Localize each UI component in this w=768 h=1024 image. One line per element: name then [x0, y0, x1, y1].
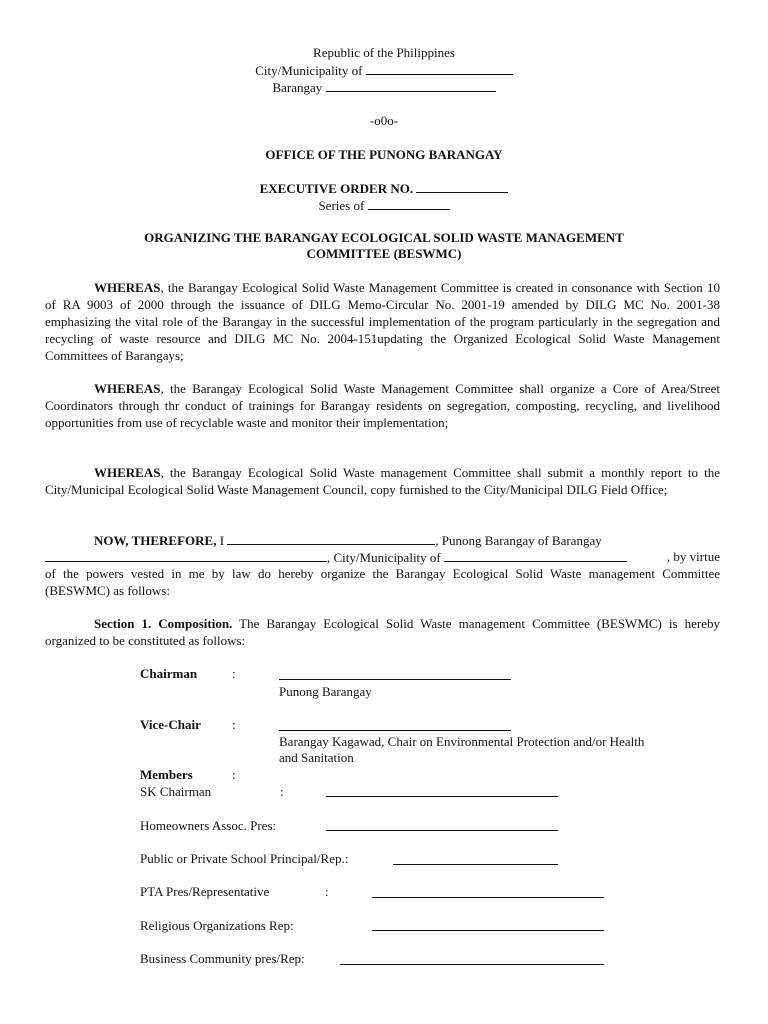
chairman-role: Punong Barangay — [279, 684, 372, 699]
whereas-clause-1 — [45, 279, 720, 364]
eo-number-blank[interactable] — [416, 179, 508, 193]
series-line — [0, 196, 768, 214]
whereas-lead: WHEREAS — [94, 280, 161, 295]
title-line-2: COMMITTEE (BESWMC) — [306, 246, 462, 261]
barangay-blank[interactable] — [326, 78, 496, 92]
member-religious-blank[interactable] — [372, 930, 604, 931]
punong-name-blank[interactable] — [227, 531, 435, 545]
member-sk-chairman-blank[interactable] — [326, 796, 558, 797]
order-title-line-2 — [0, 245, 768, 262]
ornament-text: -o0o- — [369, 113, 399, 128]
member-pta-blank[interactable] — [372, 897, 604, 898]
vice-chair-blank[interactable] — [279, 730, 511, 731]
section-1 — [45, 615, 720, 649]
whereas-lead: WHEREAS — [94, 465, 161, 480]
member-business-label: Business Community pres/Rep: — [140, 951, 305, 966]
now-punong: , Punong Barangay of Barangay — [435, 533, 602, 548]
member-homeowners-label: Homeowners Assoc. Pres: — [140, 818, 277, 833]
series-label: Series of — [318, 198, 365, 213]
members-colon: : — [232, 767, 236, 782]
now-therefore-line-1 — [94, 531, 602, 549]
city-name-blank[interactable] — [444, 548, 627, 562]
chairman-label: Chairman — [140, 666, 198, 681]
now-therefore-rest — [45, 565, 720, 599]
vice-chair-role-line-1: Barangay Kagawad, Chair on Environmental Protection and/or Health — [279, 734, 645, 749]
barangay-line — [0, 78, 768, 96]
members-label: Members — [140, 767, 193, 782]
vice-chair-role-line-2: and Sanitation — [279, 750, 354, 765]
barangay-name-blank[interactable] — [45, 548, 327, 562]
member-business-blank[interactable] — [340, 964, 604, 965]
vice-chair-label: Vice-Chair — [140, 717, 201, 732]
now-i: I — [219, 533, 225, 548]
whereas-text: , the Barangay Ecological Solid Waste Management Committee shall organize a Core of Area/Street Coordinators through thr conduct of trainings for Barangay residents on segregation, composting, recycling, and livelihood opportunities from use of recyclable waste and monitor their implementation; — [45, 381, 720, 430]
title-line-1: ORGANIZING THE BARANGAY ECOLOGICAL SOLID WASTE MANAGEMENT — [144, 230, 624, 245]
executive-order-line — [0, 179, 768, 197]
member-sk-chairman-label: SK Chairman — [140, 784, 212, 799]
city-label: City/Municipality of — [255, 63, 363, 78]
whereas-text: , the Barangay Ecological Solid Waste Management Committee is created in consonance with Section 10 of RA 9003 of 2000 through the issuance of DILG Memo-Circular No. 2001-19 amended by DILG MC No. 2001-38 emphasizing the vital role of the Barangay in the successful implementation of the program particularly in the segregation and recycling of waste resource and DILG MC No. 2004-151updating the Organized Ecological Solid Waste Management Committees of Barangays; — [45, 280, 720, 363]
now-rest-text: of the powers vested in me by law do hereby organize the Barangay Ecological Solid Waste management Committee (BESWMC) as follows: — [45, 566, 720, 598]
city-line — [0, 61, 768, 79]
member-homeowners-blank[interactable] — [326, 830, 558, 831]
barangay-label: Barangay — [272, 80, 323, 95]
section-1-text: The Barangay Ecological Solid Waste management Committee (BESWMC) is hereby organized to be constituted as follows: — [45, 616, 721, 648]
office-title — [0, 146, 768, 163]
vice-chair-colon: : — [232, 717, 236, 732]
order-title-line-1 — [0, 229, 768, 246]
eo-label: EXECUTIVE ORDER NO. — [259, 181, 414, 196]
republic-text: Republic of the Philippines — [313, 45, 455, 60]
republic-line — [0, 44, 768, 61]
whereas-clause-2 — [45, 380, 720, 431]
office-text: OFFICE OF THE PUNONG BARANGAY — [265, 147, 503, 162]
member-sk-chairman-colon: : — [280, 784, 284, 799]
chairman-blank[interactable] — [279, 679, 511, 680]
member-school-label: Public or Private School Principal/Rep.: — [140, 851, 349, 866]
member-pta-colon: : — [325, 884, 329, 899]
chairman-colon: : — [232, 666, 236, 681]
now-virtue: , by virtue — [666, 549, 720, 564]
ornament — [0, 112, 768, 129]
whereas-clause-3 — [45, 464, 720, 498]
now-city: , City/Municipality of — [327, 550, 441, 565]
whereas-text: , the Barangay Ecological Solid Waste management Committee shall submit a monthly report to the City/Municipal Ecological Solid Waste Management Council, copy furnished to the City/Municipal DILG Field Office; — [45, 465, 720, 497]
now-therefore-line-2 — [45, 548, 720, 566]
whereas-lead: WHEREAS — [94, 381, 161, 396]
now-therefore-lead: NOW, THEREFORE, — [94, 533, 217, 548]
member-religious-label: Religious Organizations Rep: — [140, 918, 294, 933]
member-school-blank[interactable] — [393, 864, 558, 865]
member-pta-label: PTA Pres/Representative — [140, 884, 270, 899]
city-blank[interactable] — [366, 61, 513, 75]
series-blank[interactable] — [368, 196, 450, 210]
section-1-heading: Section 1. Composition. — [94, 616, 233, 631]
